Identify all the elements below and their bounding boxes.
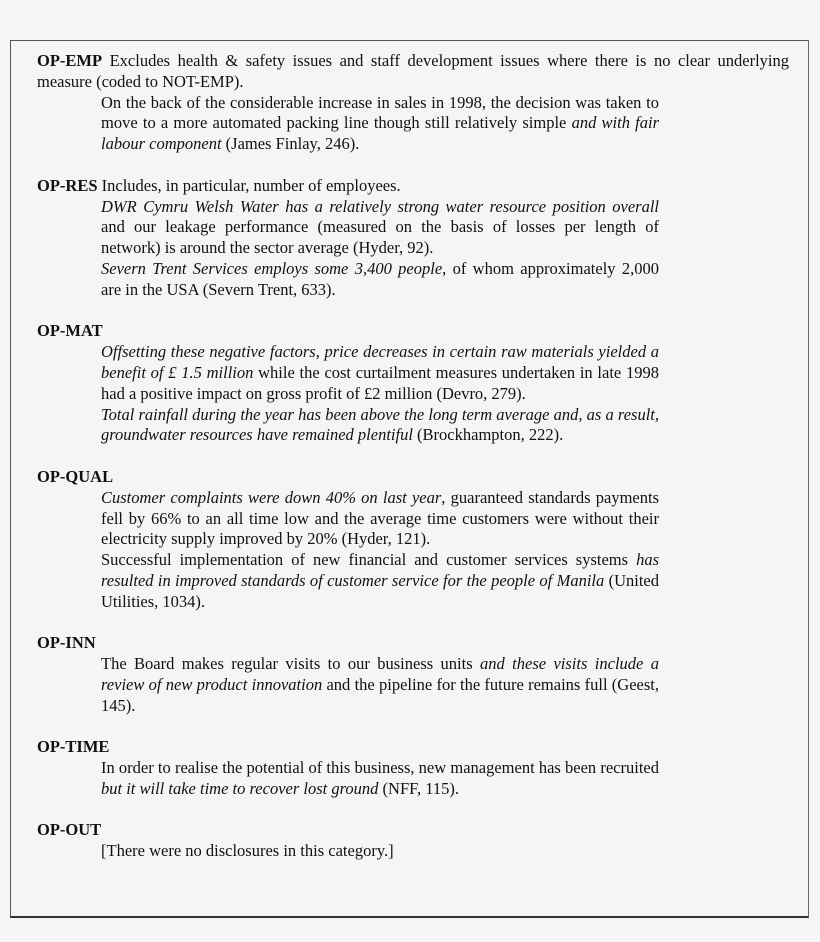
- quote-emphasis: Offsetting these negative factors, price decreases in certain raw materials yielded a benefit of £ 1.5 million: [101, 342, 659, 382]
- quote-text: Successful implementation of new financial and customer services systems: [101, 550, 637, 570]
- section-op-time: [37, 737, 789, 799]
- quote-citation: (United Utilities, 1034).: [101, 570, 659, 611]
- section-op-emp: [37, 51, 789, 155]
- quote-text: In order to realise the potential of this business, new management has been recruited: [101, 758, 659, 778]
- document-frame: [10, 40, 809, 918]
- quote-citation: (James Finlay, 246).: [221, 134, 360, 154]
- quote-emphasis: and these visits include a review of new product innovation: [101, 654, 659, 694]
- quote-text: , of whom approximately 2,000 are in the USA (Severn Trent, 633).: [101, 258, 659, 299]
- quote: [101, 550, 659, 612]
- section-code: OP-RES: [37, 175, 98, 195]
- section-code: OP-MAT: [37, 321, 103, 341]
- section-op-out: [37, 820, 789, 862]
- quote-text: On the back of the considerable increase in sales in 1998, the decision was taken to move to a more automated packing line though still relatively simple: [101, 92, 659, 133]
- quote-text: , guaranteed standards payments fell by 66% to an all time low and the average time customers were without their electricity supply improved by 20% (Hyder, 121).: [101, 487, 660, 549]
- section-code: OP-OUT: [37, 820, 102, 840]
- quote: [101, 259, 659, 301]
- section-code: OP-EMP: [37, 51, 103, 70]
- section-intro: [37, 467, 789, 488]
- quote-text: The Board makes regular visits to our business units: [101, 654, 481, 674]
- section-intro: [37, 633, 789, 654]
- quote-text: [There were no disclosures in this category.]: [101, 841, 394, 861]
- section-op-mat: [37, 321, 789, 446]
- section-description: Includes, in particular, number of employees.: [97, 175, 401, 195]
- section-code: OP-TIME: [37, 737, 110, 757]
- section-intro: [37, 51, 789, 93]
- quote-emphasis: Customer complaints were down 40% on last year: [101, 487, 442, 507]
- quote: [101, 93, 659, 155]
- quote: [101, 405, 659, 447]
- quote-emphasis: and with fair labour component: [101, 113, 660, 154]
- document-content: [37, 51, 789, 883]
- quote-citation: (NFF, 115).: [378, 778, 459, 798]
- quote-citation: (Brockhampton, 222).: [412, 425, 564, 445]
- section-op-qual: [37, 467, 789, 613]
- quote-emphasis: Severn Trent Services employs some 3,400 people: [101, 258, 443, 278]
- quote-citation: and the pipeline for the future remains full (Geest, 145).: [101, 674, 659, 715]
- quote-emphasis: but it will take time to recover lost ground: [101, 778, 379, 798]
- section-op-res: [37, 176, 789, 301]
- section-code: OP-INN: [37, 633, 96, 653]
- quote-emphasis: DWR Cymru Welsh Water has a relatively strong water resource position overall: [101, 196, 659, 216]
- quote-emphasis: has resulted in improved standards of customer service for the people of Manila: [101, 550, 659, 590]
- quote: [101, 841, 659, 862]
- quote: [101, 654, 659, 716]
- quote: [101, 342, 659, 404]
- quote: [101, 758, 659, 800]
- quote-text: and our leakage performance (measured on the basis of losses per length of network) is around the sector average (Hyder, 92).: [101, 217, 659, 258]
- quote: [101, 197, 659, 259]
- quote-text: while the cost curtailment measures undertaken in late 1998 had a positive impact on gross profit of £2 million (Devro, 279).: [101, 362, 659, 403]
- section-code: OP-QUAL: [37, 466, 114, 486]
- section-description: Excludes health & safety issues and staff development issues where there is no clear underlying measure (coded to NOT-EMP).: [37, 51, 789, 91]
- section-op-inn: [37, 633, 789, 716]
- quote: [101, 488, 659, 550]
- quote-emphasis: Total rainfall during the year has been above the long term average and, as a result, groundwater resources have remained plentiful: [101, 404, 659, 445]
- section-intro: [37, 737, 789, 758]
- section-intro: [37, 321, 789, 342]
- section-intro: [37, 820, 789, 841]
- section-intro: [37, 176, 789, 197]
